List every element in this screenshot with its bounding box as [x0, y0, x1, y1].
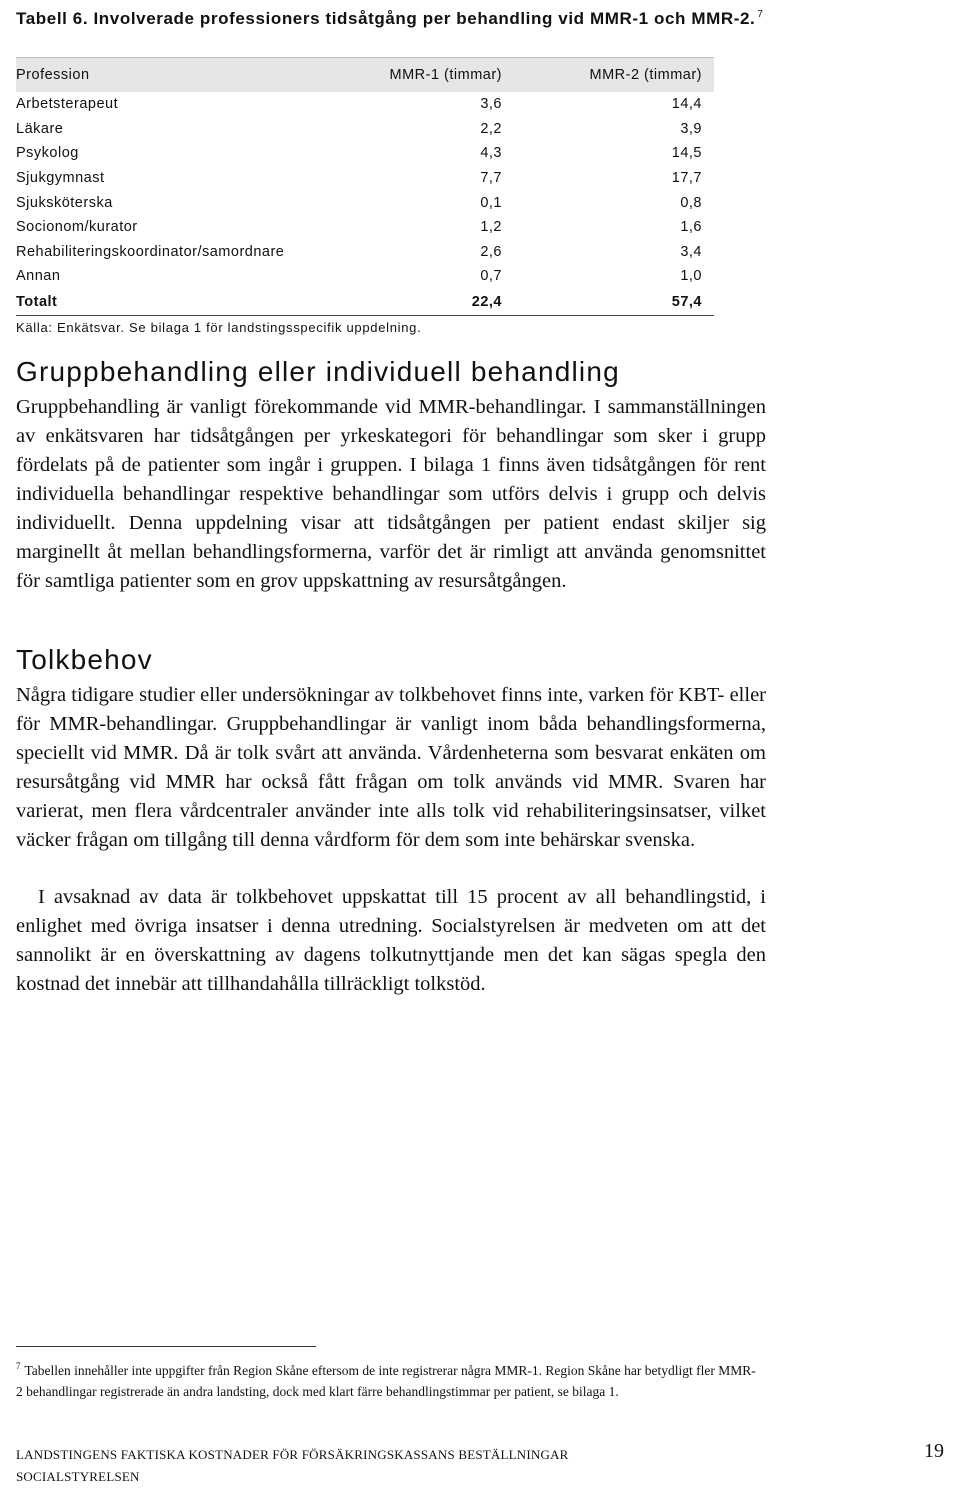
caption-text: Tabell 6. Involverade professioners tidsåtgång per behandling vid MMR-1 och MMR-2. [16, 9, 756, 28]
paragraph-group-treatment: Gruppbehandling är vanligt förekommande vid MMR-behandlingar. I sammanställningen av enkätsvaren har tidsåtgången per yrkeskategori för behandlingar som sker i grupp fördelats på de patienter som ingår i gruppen. I bilaga 1 finns även tidsåtgången för rent individuella behandlingar respektive behandlingar som utförs delvis i grupp och delvis individuellt. Denna uppdelning visar att tidsåtgången per patient endast skiljer sig marginellt åt mellan behandlingsformerna, varför det är rimligt att använda genomsnittet för samtliga patienter som en grov uppskattning av resursåtgången. [16, 396, 766, 592]
column-header-mmr2: MMR-2 (timmar) [502, 58, 714, 93]
footnote [16, 1356, 756, 1402]
table-row [16, 190, 714, 215]
table-row [16, 92, 714, 117]
table-row [16, 240, 714, 265]
profession-cell: Sjuksköterska [16, 194, 113, 211]
paragraph-interpreter-1: Några tidigare studier eller undersökningar av tolkbehovet finns inte, varken för KBT- eller för MMR-behandlingar. Gruppbehandlingar är vanligt inom båda behandlingsformerna, speciellt vid MMR. Då är tolk svårt att använda. Vårdenheterna som besvarat enkäten om resursåtgång vid MMR har också fått frågan om tolk används vid MMR. Svaren har varierat, men flera vårdcentraler använder inte alls tolk vid rehabiliteringsinsatser, vilket väcker frågan om tillgång till denna vårdform för dem som inte behärskar svenska. [16, 684, 766, 851]
mmr1-cell: 7,7 [480, 170, 502, 187]
mmr2-cell: 1,6 [680, 219, 702, 236]
footer-organization: SOCIALSTYRELSEN [16, 1469, 140, 1484]
mmr2-cell: 1,0 [680, 268, 702, 285]
footnote-reference: 7 [757, 9, 764, 20]
footnote-mark: 7 [16, 1361, 21, 1371]
total-mmr1: 22,4 [362, 289, 502, 316]
table-source-note: Källa: Enkätsvar. Se bilaga 1 för landstingsspecifik uppdelning. [16, 320, 422, 335]
profession-cell: Rehabiliteringskoordinator/samordnare [16, 243, 285, 260]
table-row [16, 166, 714, 191]
mmr2-cell: 3,4 [680, 243, 702, 260]
mmr2-cell: 3,9 [680, 120, 702, 137]
table-row [16, 117, 714, 142]
mmr1-cell: 3,6 [480, 96, 502, 113]
total-mmr2: 57,4 [502, 289, 714, 316]
mmr1-cell: 2,6 [480, 243, 502, 260]
mmr2-cell: 14,4 [671, 96, 702, 113]
table-total-row [16, 289, 714, 316]
table-row [16, 141, 714, 166]
page-footer [16, 1444, 569, 1488]
mmr1-cell: 0,7 [480, 268, 502, 285]
column-header-profession: Profession [16, 58, 362, 93]
profession-cell: Annan [16, 268, 61, 285]
table-header-row [16, 58, 714, 93]
mmr2-cell: 17,7 [671, 170, 702, 187]
section-heading-interpreter: Tolkbehov [16, 644, 153, 675]
table-row [16, 215, 714, 240]
mmr2-cell: 0,8 [680, 194, 702, 211]
footer-title: LANDSTINGENS FAKTISKA KOSTNADER FÖR FÖRSÄKRINGSKASSANS BESTÄLLNINGAR [16, 1447, 569, 1462]
mmr1-cell: 1,2 [480, 219, 502, 236]
profession-cell: Psykolog [16, 145, 79, 162]
profession-cell: Socionom/kurator [16, 219, 138, 236]
table-row [16, 264, 714, 289]
paragraph-interpreter-2: I avsaknad av data är tolkbehovet uppskattat till 15 procent av all behandlingstid, i enlighet med övriga insatser i denna utredning. Socialstyrelsen är medveten om att det sannolikt är en överskattning av dagens tolkutnyttjande men det kan sägas spegla den kostnad det innebär att tillhandahålla tillräckligt tolkstöd. [16, 886, 766, 995]
profession-time-table [16, 57, 714, 316]
profession-cell: Arbetsterapeut [16, 96, 119, 113]
section-heading-group-treatment: Gruppbehandling eller individuell behandling [16, 356, 620, 387]
table-caption [16, 2, 896, 32]
mmr1-cell: 2,2 [480, 120, 502, 137]
footnote-divider [16, 1346, 316, 1347]
profession-cell: Läkare [16, 120, 64, 137]
footnote-text: Tabellen innehåller inte uppgifter från Region Skåne eftersom de inte registrerar några MMR-1. Region Skåne har betydligt fler MMR-2 behandlingar registrerade än andra landsting, dock med klart färre behandlingstimmar per patient, se bilaga 1. [16, 1363, 756, 1399]
page-number: 19 [924, 1440, 944, 1462]
mmr1-cell: 0,1 [480, 194, 502, 211]
total-label: Totalt [16, 289, 362, 316]
profession-cell: Sjukgymnast [16, 170, 105, 187]
mmr2-cell: 14,5 [671, 145, 702, 162]
mmr1-cell: 4,3 [480, 145, 502, 162]
column-header-mmr1: MMR-1 (timmar) [362, 58, 502, 93]
